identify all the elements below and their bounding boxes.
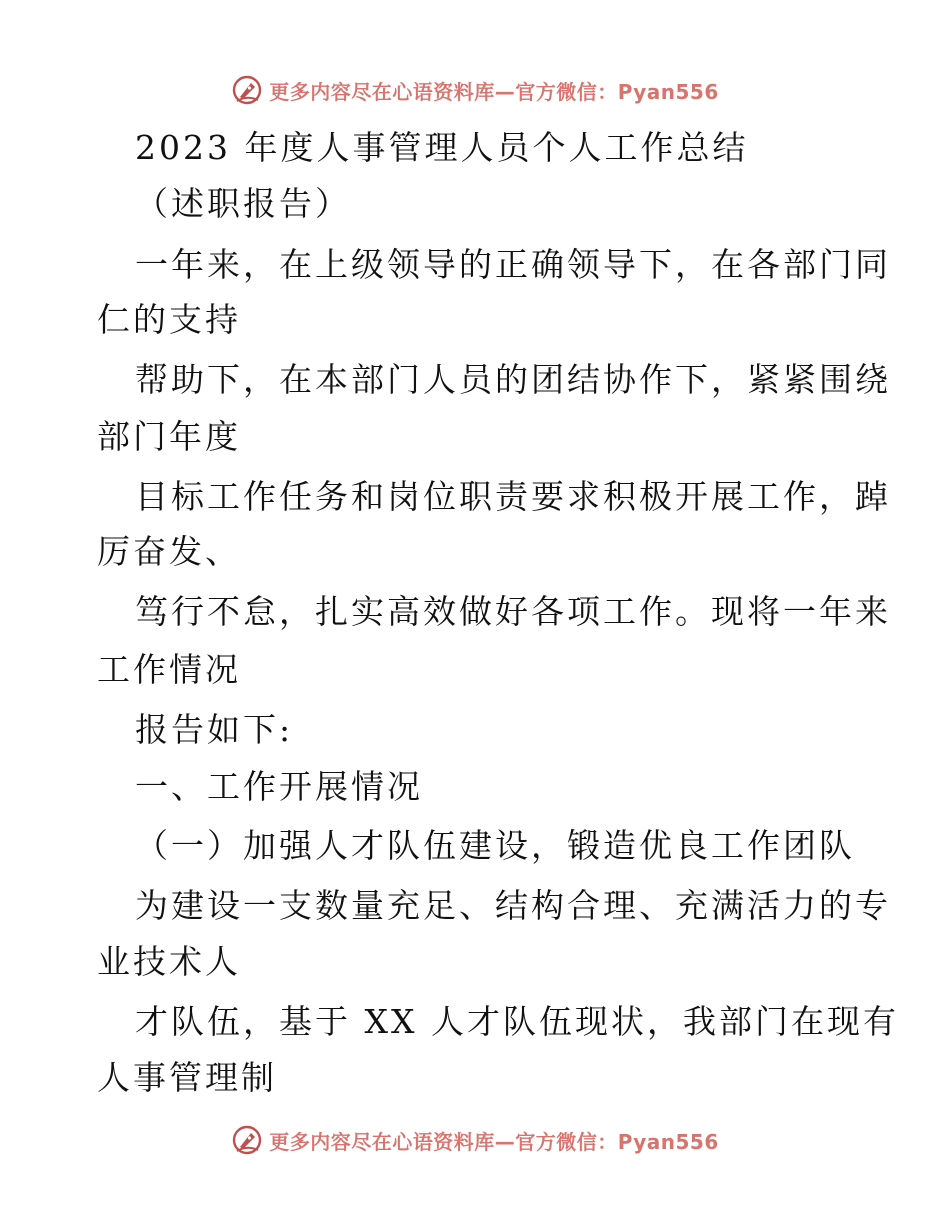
document-title: 2023 年度人事管理人员个人工作总结 (135, 128, 749, 167)
paragraph-line: 目标工作任务和岗位职责要求积极开展工作，踔 (135, 477, 891, 516)
subsection-heading: （一）加强人才队伍建设，锻造优良工作团队 (135, 826, 855, 865)
paragraph-line: 工作情况 (97, 650, 241, 689)
paragraph-line: 人事管理制 (97, 1058, 277, 1097)
document-subtitle: （述职报告） (135, 184, 351, 223)
paragraph-line: 才队伍，基于 XX 人才队伍现状，我部门在现有 (135, 1002, 899, 1041)
paragraph-line: 笃行不怠，扎实高效做好各项工作。现将一年来 (135, 592, 891, 631)
paragraph-line: 部门年度 (97, 417, 241, 456)
paragraph-line: 帮助下，在本部门人员的团结协作下，紧紧围绕 (135, 360, 891, 399)
pen-nib-seal-icon (231, 74, 263, 106)
watermark-text: 更多内容尽在心语资料库—官方微信：Pyan556 (269, 1129, 719, 1154)
watermark-footer (0, 1120, 950, 1160)
pen-nib-seal-icon (231, 1124, 263, 1156)
paragraph-line: 一年来，在上级领导的正确领导下，在各部门同 (135, 245, 891, 284)
paragraph-line: 厉奋发、 (97, 532, 241, 571)
watermark-header (0, 70, 950, 110)
watermark-text: 更多内容尽在心语资料库—官方微信：Pyan556 (269, 79, 719, 104)
section-heading: 一、工作开展情况 (135, 767, 423, 806)
paragraph-line: 业技术人 (97, 942, 241, 981)
paragraph-line: 报告如下: (135, 710, 294, 749)
paragraph-line: 仁的支持 (97, 300, 241, 339)
paragraph-line: 为建设一支数量充足、结构合理、充满活力的专 (135, 886, 891, 925)
